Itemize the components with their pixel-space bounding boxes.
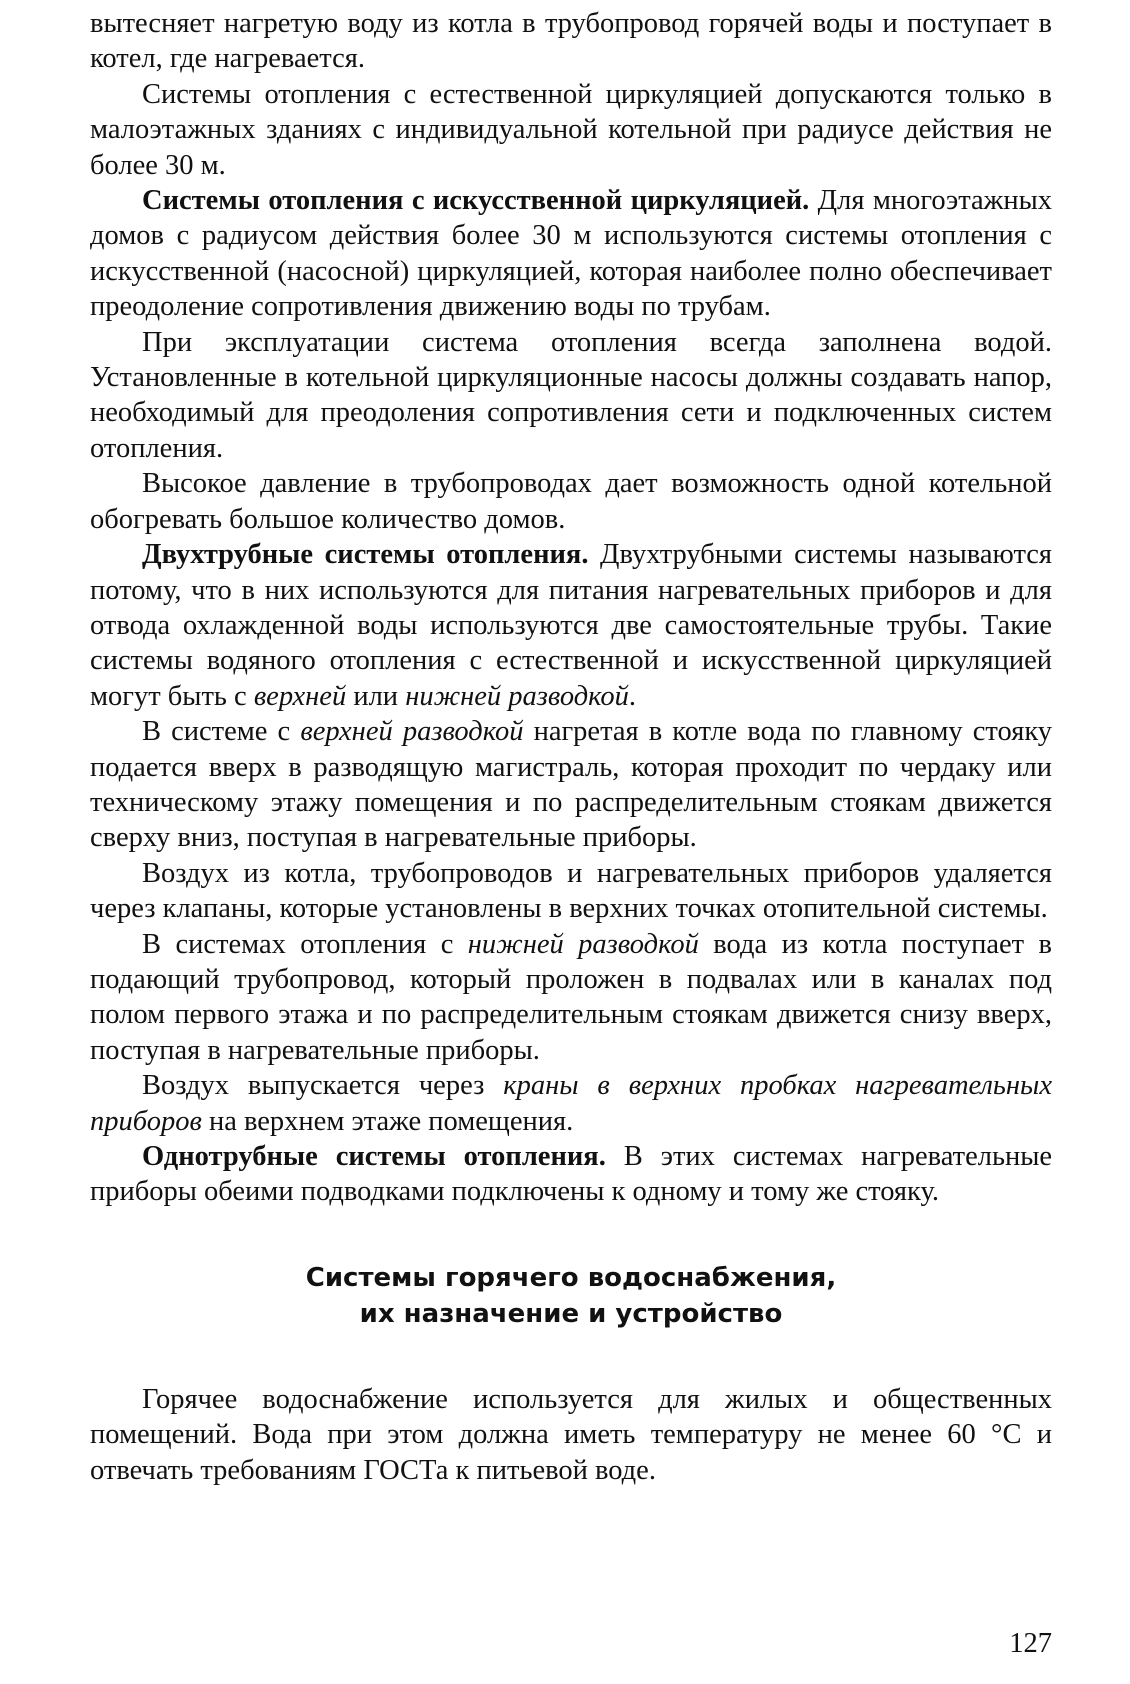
paragraph-6-end: .: [628, 680, 637, 712]
paragraph-9-text: вода из котла поступает в подающий трубопровод, который проложен в подвалах или в каналах под полом первого этажа и по распределительным стоякам движется снизу вверх, поступая в нагревательные приборы.: [90, 928, 1052, 1066]
section-heading-line-2: их назначение и устройство: [359, 1298, 783, 1329]
paragraph-3-text: Для многоэтажных домов с радиусом действия более 30 м используются системы отопления с искусственной (насосной) циркуляцией, которая наиболее полно обеспечивает преодоление сопротивления движению воды по трубам.: [90, 185, 1052, 323]
paragraph-7-text: нагретая в котле вода по главному стояку подается вверх в разводящую магистраль, которая проходит по чердаку или техническому этажу помещения и по распределительным стоякам движется сверху вниз, поступая в нагревательные приборы.: [90, 716, 1053, 854]
paragraph-6: [90, 537, 1052, 714]
paragraph-8: Воздух из котла, трубопроводов и нагревательных приборов удаляется через клапаны, которые установлены в верхних точках отопительной системы.: [90, 857, 1052, 925]
paragraph-9-start: В системах отопления с: [142, 928, 468, 960]
page-number: 127: [1009, 1628, 1052, 1659]
paragraph-3: [90, 183, 1052, 325]
paragraph-6-mid: или: [346, 680, 406, 712]
paragraph-7-start: В системе с: [142, 716, 301, 748]
paragraph-11: [90, 1139, 1052, 1210]
paragraph-10-start: Воздух выпускается через: [142, 1070, 504, 1102]
paragraph-1: вытесняет нагретую воду из котла в трубопровод горячей воды и поступает в котел, где нагревается.: [90, 8, 1052, 75]
paragraph-2: Системы отопления с естественной циркуляцией допускаются только в малоэтажных зданиях с индивидуальной котельной при радиусе действия не более 30 м.: [90, 78, 1052, 181]
section-heading-line-1: Системы горячего водоснабжения,: [305, 1262, 837, 1293]
paragraph-7: [90, 714, 1052, 856]
term-forced-circulation: Системы отопления с искусственной циркуляцией.: [142, 185, 810, 217]
term-bottom-wiring-2: нижней разводкой: [467, 928, 699, 960]
term-bottom-wiring: нижней разводкой: [405, 680, 629, 712]
paragraph-5: Высокое давление в трубопроводах дает возможность одной котельной обогревать большое количество домов.: [90, 468, 1052, 535]
paragraph-11-text: В этих системах нагревательные приборы обеими подводками подключены к одному и тому же стояку.: [90, 1141, 1052, 1208]
paragraph-4: При эксплуатации система отопления всегда заполнена водой. Установленные в котельной циркуляционные насосы должны создавать напор, необходимый для преодоления сопротивления сети и подключенных систем отопления.: [90, 326, 1052, 464]
term-air-valves: краны в верхних пробках нагревательных приборов: [90, 1070, 1052, 1137]
paragraph-10-text: на верхнем этаже помещения.: [201, 1105, 574, 1137]
paragraph-10: [90, 1068, 1052, 1139]
page-body: [90, 6, 1052, 1488]
paragraph-hot-water: Горячее водоснабжение используется для жилых и общественных помещений. Вода при этом должна иметь температуру не менее 60 °С и отвечать требованиям ГОСТа к питьевой воде.: [90, 1383, 1052, 1486]
term-two-pipe: Двухтрубные системы отопления.: [142, 539, 589, 571]
term-top-wiring-2: верхней разводкой: [300, 716, 524, 748]
term-top-wiring: верхней: [253, 680, 347, 712]
paragraph-9: [90, 927, 1052, 1069]
term-one-pipe: Однотрубные системы отопления.: [142, 1141, 606, 1172]
paragraph-6-text: Двухтрубными системы называются потому, что в них используются для питания нагревательных приборов и для отвода охлажденной воды используются две самостоятельные трубы. Такие системы водяного отопления с естественной и искусственной циркуляцией могут быть с: [90, 539, 1053, 712]
section-heading: [90, 1260, 1052, 1332]
